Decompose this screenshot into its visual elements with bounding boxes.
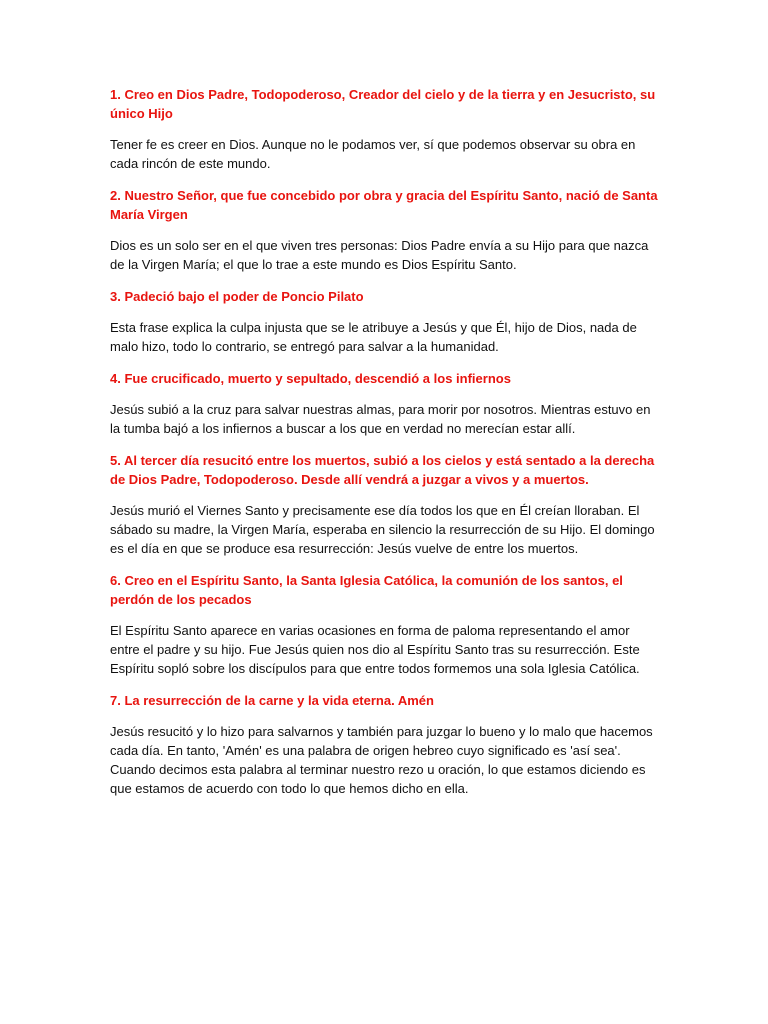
- section-body: Dios es un solo ser en el que viven tres personas: Dios Padre envía a su Hijo para que nazca de la Virgen María; el que lo trae a este mundo es Dios Espíritu Santo.: [110, 238, 649, 272]
- section-heading: 2. Nuestro Señor, que fue concebido por obra y gracia del Espíritu Santo, nació de Santa María Virgen: [110, 188, 658, 222]
- section-heading: 1. Creo en Dios Padre, Todopoderoso, Creador del cielo y de la tierra y en Jesucristo, su único Hijo: [110, 87, 656, 121]
- section-6: [110, 571, 658, 678]
- document-page: [110, 85, 658, 811]
- section-body: Esta frase explica la culpa injusta que se le atribuye a Jesús y que Él, hijo de Dios, nada de malo hizo, todo lo contrario, se entregó para salvar a la humanidad.: [110, 320, 637, 354]
- section-7: [110, 691, 658, 798]
- section-4: [110, 369, 658, 438]
- section-heading: 5. Al tercer día resucitó entre los muertos, subió a los cielos y está sentado a la derecha de Dios Padre, Todopoderoso. Desde allí vendrá a juzgar a vivos y a muertos.: [110, 453, 655, 487]
- section-heading: 3. Padeció bajo el poder de Poncio Pilato: [110, 289, 364, 304]
- section-3: [110, 287, 658, 356]
- section-body: Jesús murió el Viernes Santo y precisamente ese día todos los que en Él creían lloraban. El sábado su madre, la Virgen María, esperaba en silencio la resurrección de su Hijo. El domingo es el día en que se produce esa resurrección: Jesús vuelve de entre los muertos.: [110, 503, 655, 556]
- section-body: El Espíritu Santo aparece en varias ocasiones en forma de paloma representando el amor entre el padre y su hijo. Fue Jesús quien nos dio al Espíritu Santo tras su resurrección. Este Espíritu sopló sobre los discípulos para que entre todos formemos una sola Iglesia Católica.: [110, 623, 640, 676]
- section-heading: 6. Creo en el Espíritu Santo, la Santa Iglesia Católica, la comunión de los santos, el perdón de los pecados: [110, 573, 623, 607]
- section-body: Tener fe es creer en Dios. Aunque no le podamos ver, sí que podemos observar su obra en cada rincón de este mundo.: [110, 137, 636, 171]
- section-heading: 4. Fue crucificado, muerto y sepultado, descendió a los infiernos: [110, 371, 511, 386]
- section-body: Jesús resucitó y lo hizo para salvarnos y también para juzgar lo bueno y lo malo que hacemos cada día. En tanto, 'Amén' es una palabra de origen hebreo cuyo significado es 'así sea'. Cuando decimos esta palabra al terminar nuestro rezo u oración, lo que estamos diciendo es que estamos de acuerdo con todo lo que hemos dicho en ella.: [110, 724, 653, 796]
- section-1: [110, 85, 658, 173]
- section-5: [110, 451, 658, 558]
- section-2: [110, 186, 658, 274]
- section-body: Jesús subió a la cruz para salvar nuestras almas, para morir por nosotros. Mientras estuvo en la tumba bajó a los infiernos a buscar a los que en verdad no merecían estar allí.: [110, 402, 651, 436]
- section-heading: 7. La resurrección de la carne y la vida eterna. Amén: [110, 693, 434, 708]
